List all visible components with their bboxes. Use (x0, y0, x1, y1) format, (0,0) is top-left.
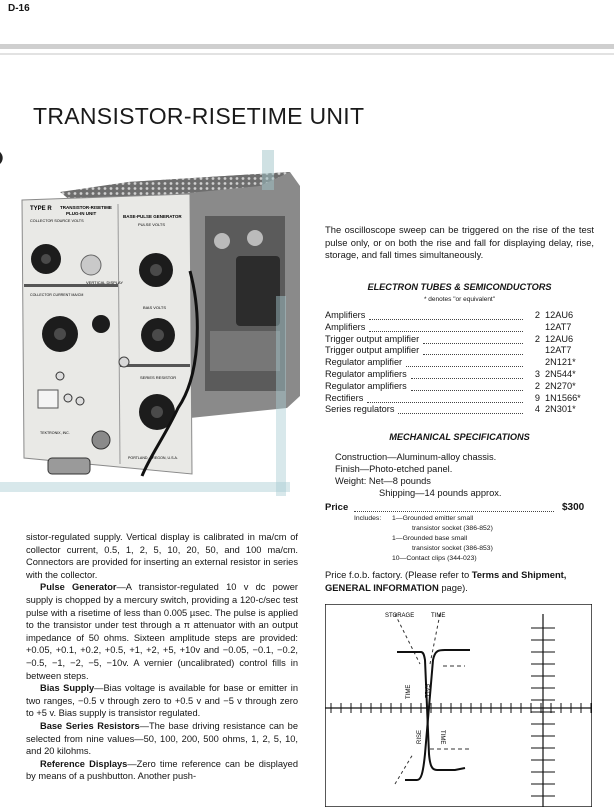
tube-type: 1N1566* (545, 392, 581, 403)
photo-edge-tint (0, 482, 290, 492)
panel-label-collector-source: COLLECTOR SOURCE VOLTS (30, 219, 84, 223)
bias-supply-text: —Bias voltage is available for base or emitter in two ranges, −0.5 v through zero to +0.5 v and −5 v through zero to +5 v. Bias supply is transistor regulated. (26, 683, 298, 719)
reference-displays-heading: Reference Displays (40, 758, 128, 769)
header-band (0, 44, 614, 49)
tube (247, 230, 263, 246)
tube-description: Rectifiers (325, 392, 364, 403)
tube-leader (411, 369, 523, 379)
panel-label-maker: TEKTRONIX, INC. (40, 431, 70, 435)
plug-in-unit-photo (0, 146, 305, 499)
include-item-3: 10—Contact clips (344-023) (392, 555, 477, 562)
tube-type: 12AT7 (545, 345, 572, 356)
price-value: $300 (562, 502, 585, 513)
tube-row (325, 310, 593, 321)
circuit-board (210, 331, 280, 371)
mechanical-heading: MECHANICAL SPECIFICATIONS (389, 432, 530, 442)
photo-edge-tint (262, 150, 274, 190)
bias-supply-heading: Bias Supply (40, 683, 95, 694)
price-leader (354, 502, 554, 512)
panel-label-base-pulse: BASE-PULSE GENERATOR (123, 214, 182, 219)
tube-description: Regulator amplifier (325, 357, 403, 368)
equivalent-note: * denotes "or equivalent" (423, 296, 496, 303)
scope-frame (325, 604, 592, 807)
label-fall: FALL (423, 684, 429, 699)
tube-description: Regulator amplifiers (325, 380, 407, 391)
position-knob (92, 315, 110, 333)
paragraph-reference-displays (26, 758, 298, 783)
construction-spec: Construction—Aluminum-alloy chassis. (335, 452, 497, 462)
tube-row (325, 404, 593, 415)
tube-leader (423, 345, 523, 355)
tube-description: Amplifiers (325, 321, 366, 332)
paragraph-pulse-generator (26, 581, 298, 682)
label-time-right: TIME (439, 730, 445, 745)
tube-quantity: 9 (534, 392, 540, 403)
price-label: Price (325, 502, 349, 513)
page-number: D-16 (8, 3, 30, 14)
label-storage: STORAGE (385, 613, 415, 619)
tube-quantity: 2 (534, 380, 540, 391)
logo-badge (81, 255, 101, 275)
waveform-figure (325, 604, 592, 807)
panel-label-vertical-display: VERTICAL DISPLAY (86, 280, 124, 285)
binding-post (56, 372, 64, 380)
tube-description: Series regulators (325, 404, 395, 415)
tube-quantity: 2 (534, 333, 540, 344)
paragraph-supply: sistor-regulated supply. Vertical display is calibrated in ma/cm of collector current, 0.5, 1, 2, 5, 10, 20, 50, and 100 ma/cm. Connectors are provided for inserting an external resistor in series with the collector. (26, 532, 298, 580)
tube-leader (411, 381, 523, 391)
panel-label-pulse-volts: PULSE VOLTS (138, 222, 166, 227)
fob-text: Price f.o.b. factory. (Please refer to (325, 569, 472, 580)
binding-post (64, 394, 72, 402)
base-series-resistors-text: —The base driving resistance can be selected from nine values—50, 100, 200, 500 ohms, 1, 2, 5, 10, and 20 kilohms. (26, 720, 298, 757)
label-time-left: TIME (406, 684, 412, 699)
knob-cap (152, 329, 164, 341)
include-item-2-detail: transistor socket (386-853) (412, 545, 493, 552)
tube-leader (423, 334, 523, 344)
includes-label: Includes: (354, 515, 382, 522)
tube-description: Trigger output amplifier (325, 345, 420, 356)
panel-label-collector-current: COLLECTOR CURRENT MA/CM (30, 293, 84, 297)
panel-title-plugin: PLUG-IN UNIT (66, 211, 97, 216)
finish-spec: Finish—Photo-etched panel. (335, 464, 453, 474)
transistor-socket (38, 390, 58, 408)
knob-cap (150, 264, 162, 276)
include-item-1-detail: transistor socket (386-852) (412, 525, 493, 532)
tube-row (325, 357, 593, 368)
tube-row (325, 322, 593, 333)
panel-title-type: TYPE R (30, 206, 52, 212)
reference-displays-text: —Zero time reference can be displayed by means of a pushbutton. Another push- (26, 758, 298, 782)
tube-row (325, 381, 593, 392)
pulse-generator-text: —A transistor-regulated 10 v dc power supply is chopped by a mercury switch, providing a 120-c/sec test pulse with a risetime of less than 0.005 µsec. The pulse is applied to the transistor under test through a π attenuator with an output impedance of 50 ohms. Sixteen amplitude steps are provided: +0.05, +0.1, +0.2, +0.5, +1, +2, +5, +10v and −0.05, −0.1, −0.2, −0.5, −1, −2, −5, −10v. A vernier (uncalibrated) control fills in between steps. (26, 582, 298, 681)
panel-title-name: TRANSISTOR-RISETIME (60, 205, 112, 210)
tube-row (325, 345, 593, 356)
tube-description: Trigger output amplifier (325, 333, 420, 344)
paragraph-base-series-resistors (26, 720, 298, 758)
tube-quantity: 3 (534, 369, 540, 379)
knob-cap (41, 254, 51, 264)
tube-description: Regulator amplifiers (325, 369, 407, 379)
tube-type: 2N301* (545, 404, 576, 415)
tube-leader (369, 322, 523, 332)
connector (92, 431, 110, 449)
page-title: TRANSISTOR-RISETIME UNIT (33, 103, 365, 129)
tube-leader (406, 357, 523, 367)
label-rise: RISE (417, 729, 423, 744)
panel-divider-h2 (120, 364, 190, 367)
pulse-generator-heading: Pulse Generator (40, 582, 117, 593)
knob-cap (54, 328, 66, 340)
tube-leader (398, 404, 523, 414)
weight-net-spec: Weight: Net—8 pounds (335, 476, 431, 486)
tube-leader (367, 393, 523, 403)
paragraph-bias-supply (26, 682, 298, 720)
fob-note (325, 569, 593, 594)
tube-type: 12AT7 (545, 321, 572, 332)
panel-label-bias-volts: BIAS VOLTS (143, 305, 167, 310)
tube-type: 2N544* (545, 369, 576, 379)
tube-type: 12AU6 (545, 333, 574, 344)
cable-connector (48, 458, 90, 474)
label-time-top: TIME (431, 613, 446, 619)
intro-paragraph: The oscilloscope sweep can be triggered on the rise of the test pulse only, or on both the rise and fall for displaying delay, rise, storage, and fall times simultaneously. (325, 224, 594, 260)
base-series-resistors-heading: Base Series Resistors (40, 720, 140, 731)
tube-row (325, 393, 593, 404)
panel-label-series-resistor: SERIES RESISTOR (140, 375, 177, 380)
tube-type: 2N121* (545, 357, 576, 368)
include-item-1: 1—Grounded emitter small (392, 515, 474, 522)
panel-label-city: PORTLAND, OREGON, U.S.A. (128, 456, 178, 460)
binding-post (76, 397, 84, 405)
transformer (236, 256, 280, 326)
weight-shipping-spec: Shipping—14 pounds approx. (379, 488, 502, 498)
header-band-thin (0, 53, 614, 55)
tube-quantity: 4 (534, 404, 540, 415)
tubes-heading: ELECTRON TUBES & SEMICONDUCTORS (367, 282, 552, 292)
tube-row (325, 369, 593, 380)
pushbutton (119, 357, 129, 367)
tube-quantity: 2 (534, 310, 540, 320)
tube-type: 2N270* (545, 380, 576, 391)
include-item-2: 1—Grounded base small (392, 535, 468, 542)
tube-type: 12AU6 (545, 310, 574, 320)
tube-leader (369, 310, 523, 320)
photo-edge-tint (276, 296, 286, 496)
fob-reference: Terms and Shipment, GENERAL INFORMATION (325, 569, 567, 593)
tube (214, 233, 230, 249)
knob-cap (151, 406, 163, 418)
tube-row (325, 334, 593, 345)
description-column (26, 531, 298, 783)
fob-end: page). (438, 581, 468, 593)
tube-description: Amplifiers (325, 310, 366, 320)
